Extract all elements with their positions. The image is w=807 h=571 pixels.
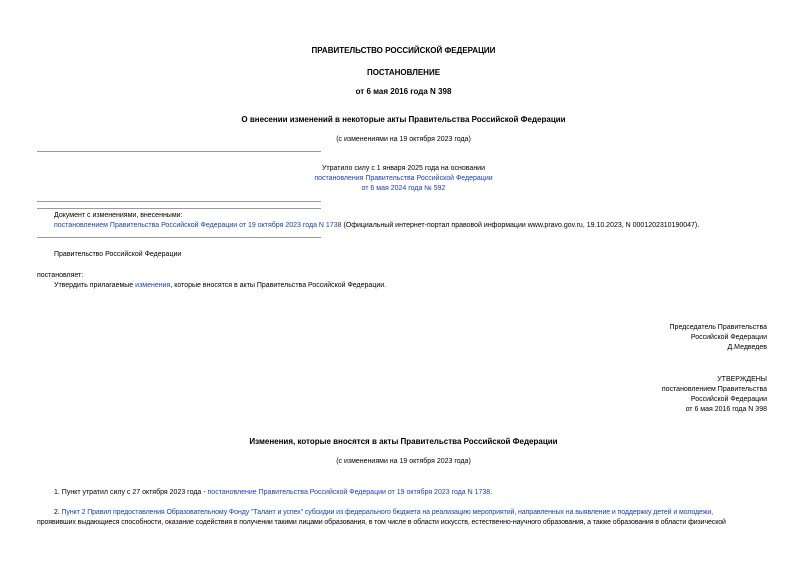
divider bbox=[37, 151, 321, 152]
signature-line2: Российской Федерации bbox=[690, 334, 767, 341]
item-2-line1 bbox=[37, 509, 768, 518]
approve-paragraph bbox=[54, 282, 386, 291]
changes-doc-label: Документ с изменениями, внесенными: bbox=[54, 212, 183, 219]
approved-line3: Российской Федерации bbox=[690, 396, 767, 403]
approve-prefix: Утвердить прилагаемые bbox=[54, 282, 136, 289]
doc-type-heading: ПОСТАНОВЛЕНИЕ bbox=[366, 68, 441, 77]
signature-name: Д.Медведев bbox=[727, 344, 767, 351]
approved-line4: от 6 мая 2016 года N 398 bbox=[685, 406, 767, 413]
item-1 bbox=[54, 489, 492, 498]
divider bbox=[37, 201, 321, 202]
item-1-link[interactable]: постановление Правительства Российской Федерации от 19 октября 2023 года N 1738 bbox=[207, 489, 491, 496]
changes-doc-source: (Официальный интернет-портал правовой информации www.pravo.gov.ru, 19.10.2023, N 0001202310190047). bbox=[341, 222, 700, 229]
approve-link[interactable]: изменения bbox=[135, 282, 171, 289]
expired-link-line2[interactable]: от 6 мая 2024 года № 592 bbox=[361, 185, 446, 192]
revision-note: (с изменениями на 19 октября 2023 года) bbox=[336, 136, 471, 143]
divider bbox=[37, 237, 321, 238]
divider bbox=[37, 208, 321, 209]
changes-doc-link[interactable]: постановлением Правительства Российской Федерации от 19 октября 2023 года N 1738 bbox=[54, 222, 342, 229]
annex-title: Изменения, которые вносятся в акты Правительства Российской Федерации bbox=[249, 437, 558, 446]
approve-suffix: , которые вносятся в акты Правительства Российской Федерации. bbox=[170, 282, 387, 289]
approved-line2: постановлением Правительства bbox=[661, 386, 767, 393]
expired-notice: Утратило силу с 1 января 2025 года на основании bbox=[321, 165, 486, 172]
item-1-suffix: . bbox=[490, 489, 493, 496]
doc-date-number: от 6 мая 2016 года N 398 bbox=[355, 87, 452, 96]
item-2-link[interactable]: Пункт 2 Правил предоставления Образовательному Фонду "Талант и успех" субсидии из федерального бюджета на реализацию мероприятий, направленных на выявление и поддержку детей и молодежи, bbox=[61, 509, 713, 516]
signature-line1: Председатель Правительства bbox=[669, 324, 767, 331]
expired-link-line1[interactable]: постановления Правительства Российской Федерации bbox=[314, 175, 493, 182]
approved-line1: УТВЕРЖДЕНЫ bbox=[717, 376, 767, 383]
item-2-prefix: 2. bbox=[54, 509, 62, 516]
government-heading: ПРАВИТЕЛЬСТВО РОССИЙСКОЙ ФЕДЕРАЦИИ bbox=[311, 46, 496, 55]
item-2-line2: проявивших выдающиеся способности, оказание содействия в получении такими лицами образования, в том числе в области искусств, естественно-научного образования, а также образования в области физической bbox=[37, 519, 726, 526]
changes-doc-line bbox=[54, 222, 699, 231]
annex-revision-note: (с изменениями на 19 октября 2023 года) bbox=[336, 458, 471, 465]
item-1-prefix: 1. Пункт утратил силу с 27 октября 2023 года - bbox=[54, 489, 208, 496]
decrees-text: постановляет: bbox=[37, 272, 84, 279]
doc-title: О внесении изменений в некоторые акты Правительства Российской Федерации bbox=[241, 115, 566, 124]
issuer-text: Правительство Российской Федерации bbox=[54, 251, 182, 258]
